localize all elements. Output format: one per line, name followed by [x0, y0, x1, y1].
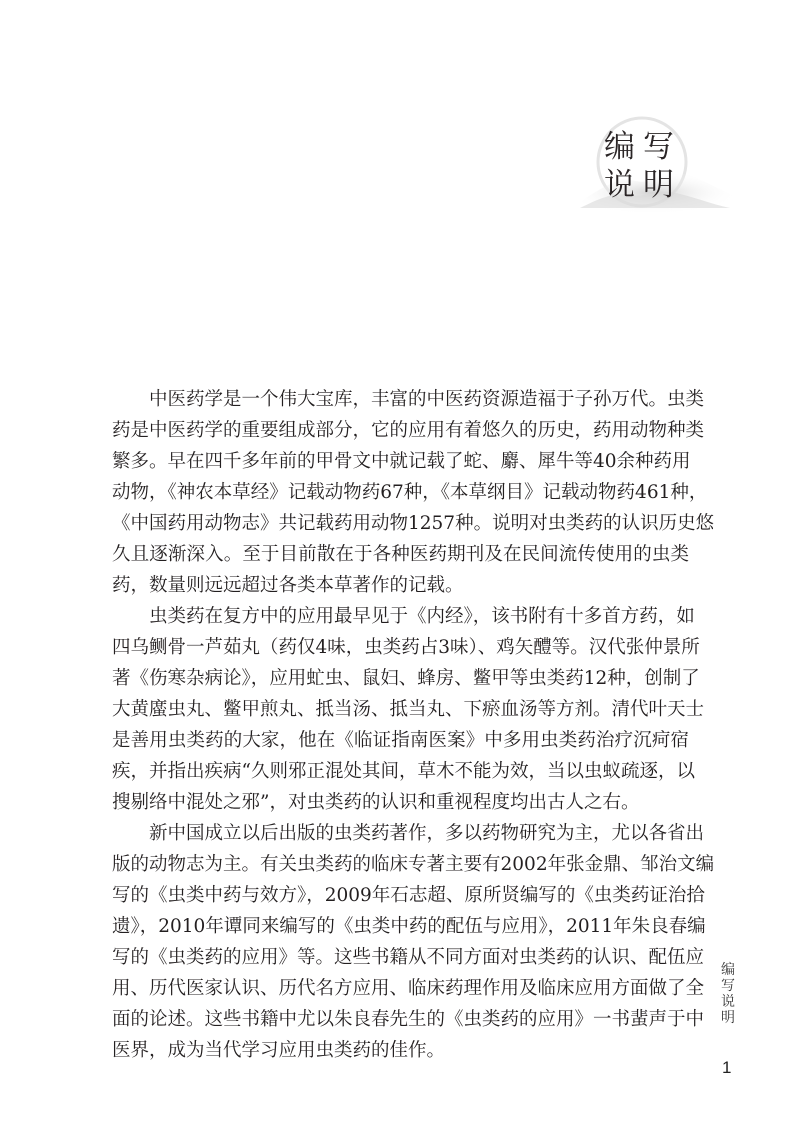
- body-text: [112, 384, 715, 1066]
- text-line: 久且逐渐深入。至于目前散在于各种医药期刊及在民间流传使用的虫类: [112, 544, 689, 565]
- text-line: 虫类药在复方中的应用最早见于《内经》，该书附有十多首方药，如: [149, 606, 695, 627]
- text-line: 新中国成立以后出版的虫类药著作，多以药物研究为主，尤以各省出: [149, 823, 705, 844]
- text-line: 医界，成为当代学习应用虫类药的佳作。: [112, 1040, 446, 1061]
- side-label-char: 编: [721, 962, 735, 978]
- title-line-1: 编写: [604, 129, 682, 165]
- text-line: 是善用虫类药的大家，他在《临证指南医案》中多用虫类药治疗沉疴宿: [112, 730, 689, 751]
- text-line: 搜剔络中混处之邪”，对虫类药的认识和重视程度均出古人之右。: [112, 792, 640, 813]
- text-line: 写的《虫类中药与效方》，2009年石志超、原所贤编写的《虫类药证治拾: [112, 885, 705, 906]
- section-side-label: [720, 962, 736, 1026]
- side-label-char: 说: [721, 994, 735, 1010]
- text-line: 面的论述。这些书籍中尤以朱良春先生的《虫类药的应用》一书蜚声于中: [112, 1009, 705, 1030]
- text-line: 繁多。早在四千多年前的甲骨文中就记载了蛇、麝、犀牛等40余种药用: [112, 451, 691, 472]
- paragraph-1: [112, 384, 715, 601]
- paragraph-3: [112, 818, 715, 1066]
- text-line: 用、历代医家认识、历代名方应用、临床药理作用及临床应用方面做了全: [112, 978, 705, 999]
- text-line: 中医药学是一个伟大宝库，丰富的中医药资源造福于子孙万代。虫类: [149, 389, 705, 410]
- text-line: 版的动物志为主。有关虫类药的临床专著主要有2002年张金鼎、邹治文编: [112, 854, 715, 875]
- text-line: 四乌鲗骨一芦茹丸（药仅4味，虫类药占3味）、鸡矢醴等。汉代张仲景所: [112, 637, 700, 658]
- text-line: 《中国药用动物志》共记载药用动物1257种。说明对虫类药的认识历史悠: [112, 513, 715, 534]
- text-line: 疾，并指出疾病“久则邪正混处其间，草木不能为效，当以虫蚁疏逐，以: [112, 761, 695, 782]
- text-line: 药是中医药学的重要组成部分，它的应用有着悠久的历史，药用动物种类: [112, 420, 705, 441]
- text-line: 遗》，2010年谭同来编写的《虫类中药的配伍与应用》，2011年朱良春编: [112, 916, 706, 937]
- title-line-2: 说明: [604, 167, 682, 203]
- paragraph-2: [112, 601, 705, 818]
- text-line: 大黄䗪虫丸、鳖甲煎丸、抵当汤、抵当丸、下瘀血汤等方剂。清代叶天士: [112, 699, 705, 720]
- side-label-char: 写: [721, 978, 735, 994]
- text-line: 著《伤寒杂病论》，应用虻虫、鼠妇、蜂房、鳖甲等虫类药12种，创制了: [112, 668, 700, 689]
- page-title: [604, 128, 684, 204]
- page-number: 1: [722, 1058, 732, 1077]
- text-line: 动物，《神农本草经》记载动物药67种，《本草纲目》记载动物药461种，: [112, 482, 708, 503]
- side-label-char: 明: [721, 1010, 735, 1026]
- text-line: 药，数量则远远超过各类本草著作的记载。: [112, 575, 464, 596]
- text-line: 写的《虫类药的应用》等。这些书籍从不同方面对虫类药的认识、配伍应: [112, 947, 705, 968]
